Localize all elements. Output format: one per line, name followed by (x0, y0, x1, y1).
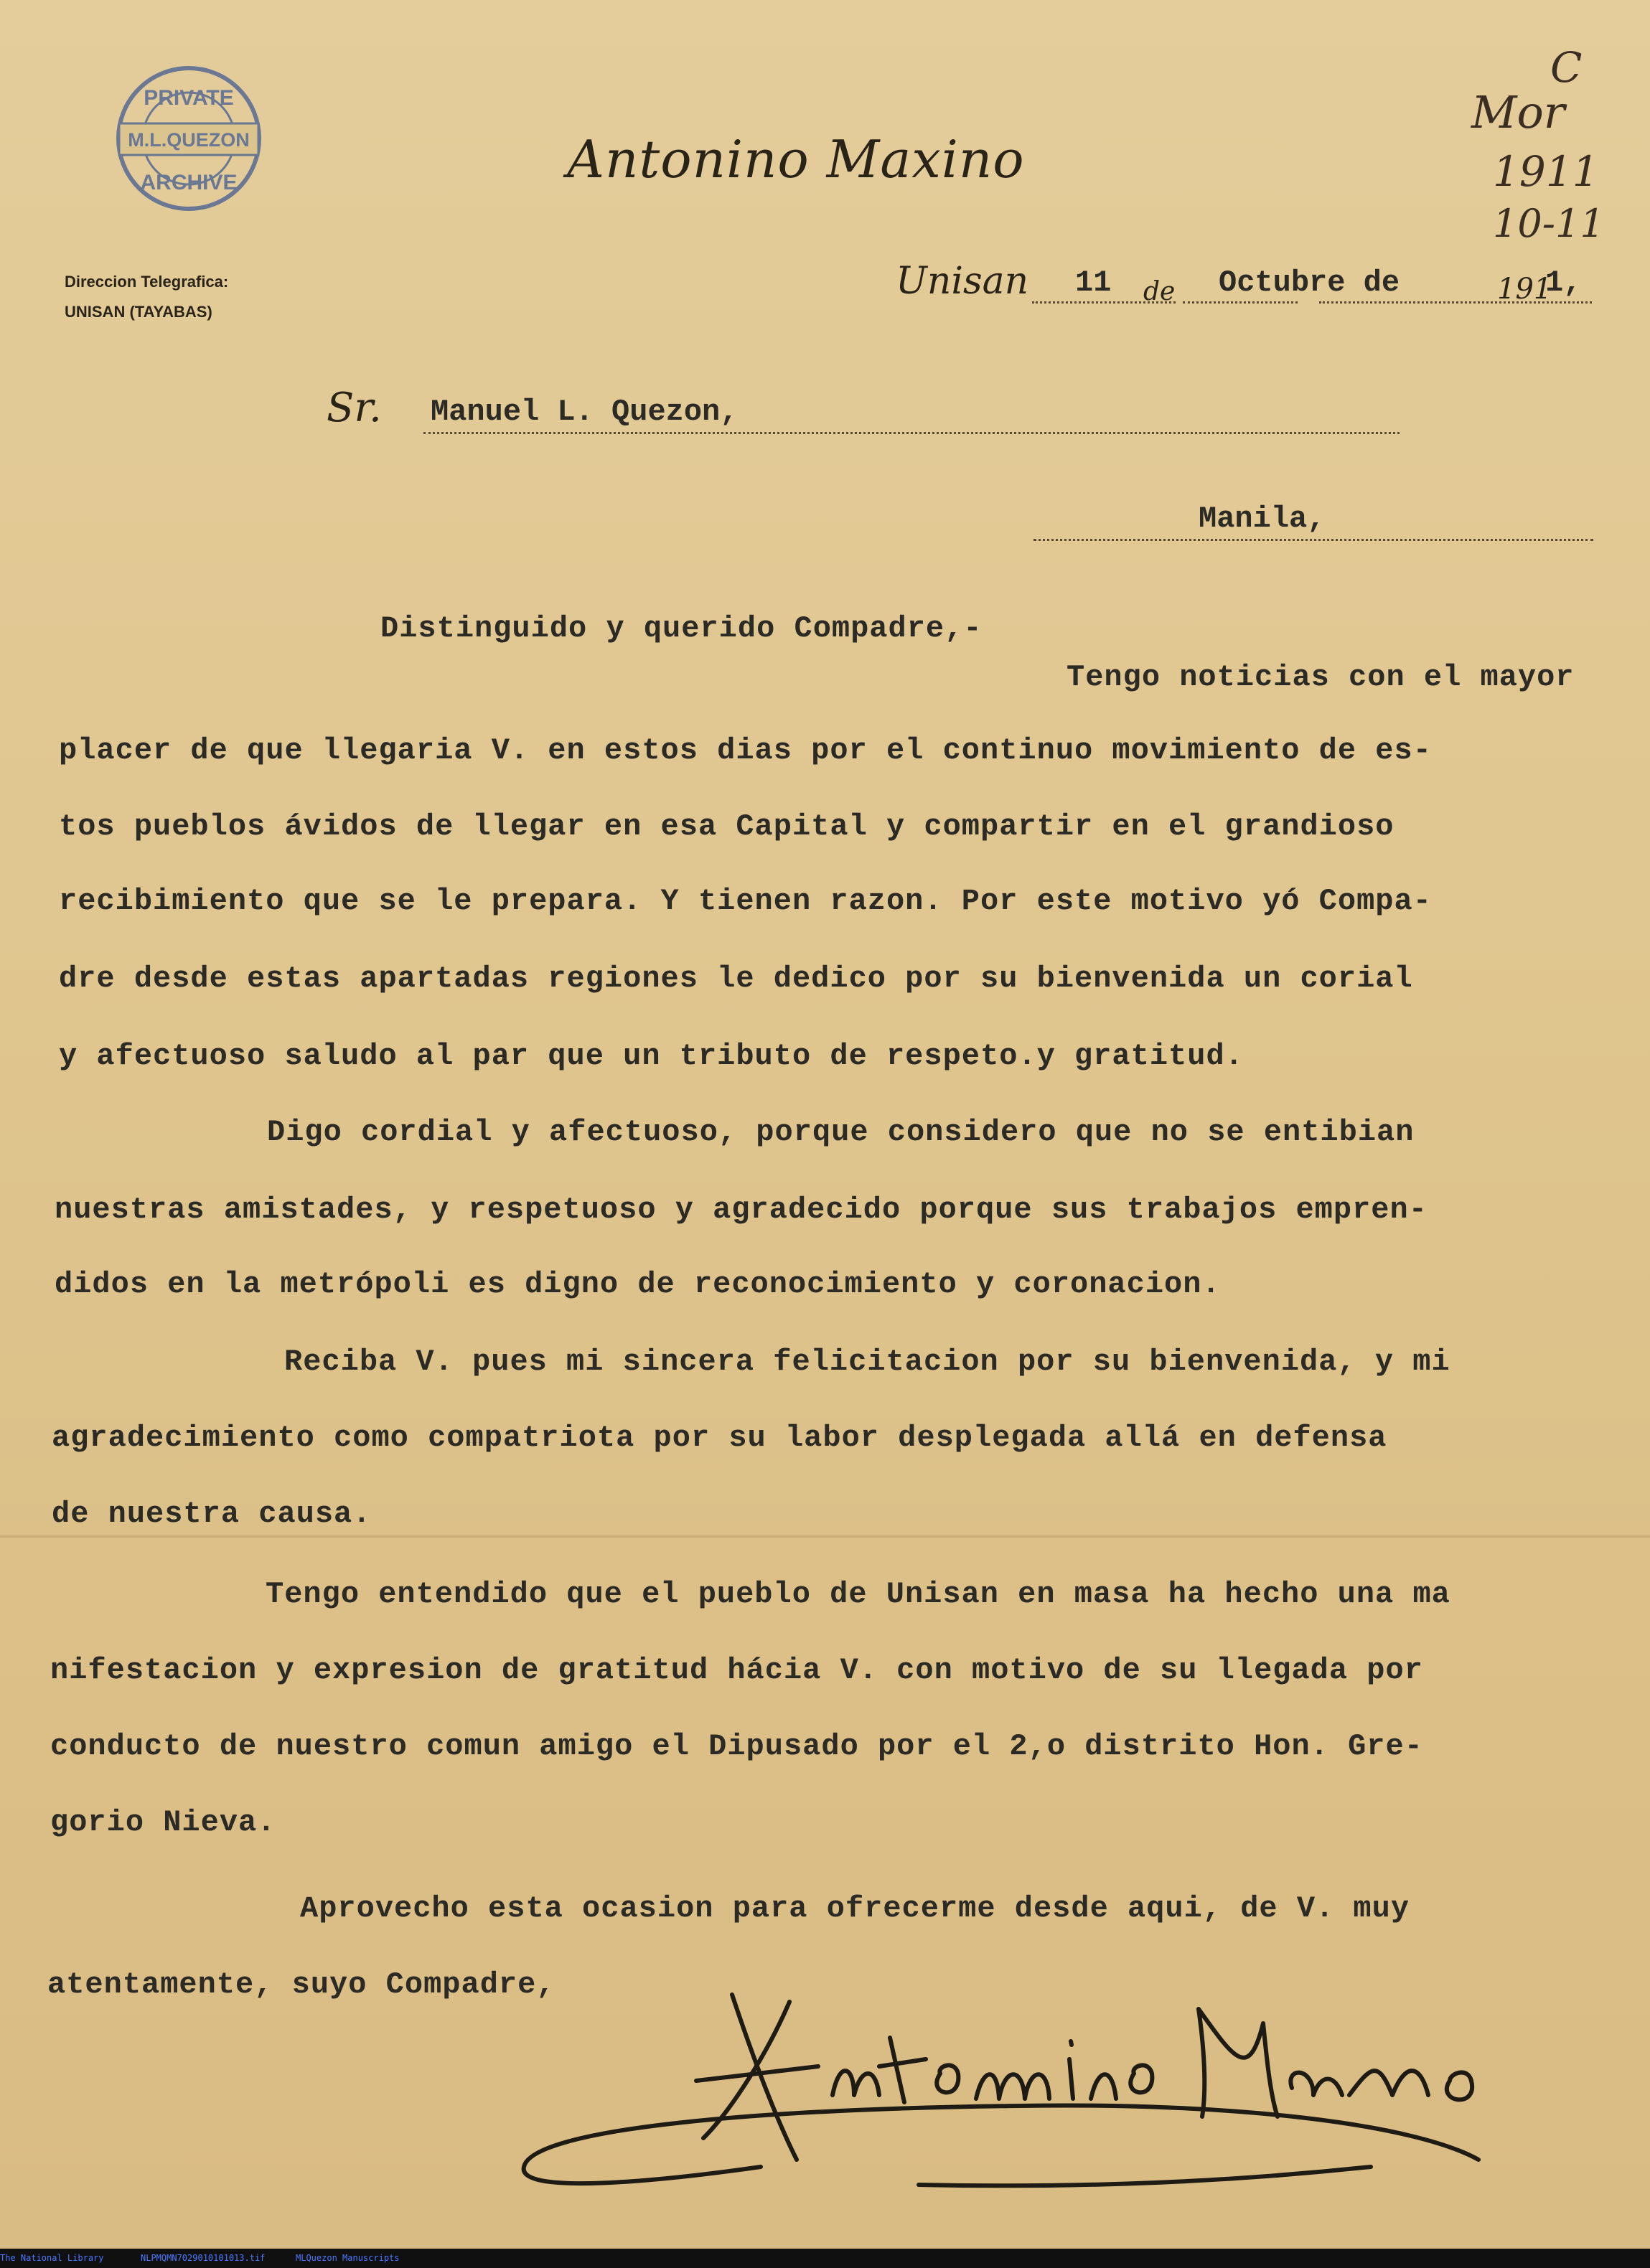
letterhead-name: Antonino Maxino (567, 129, 1025, 189)
archive-note-line1: C (1550, 43, 1583, 92)
footer-library: The National Library (0, 2253, 104, 2263)
dateline-month: Octubre de (1219, 265, 1400, 300)
body-line: Reciba V. pues mi sincera felicitacion por su bienvenida, y mi (284, 1345, 1450, 1379)
dateline-year-prefix: 191 (1497, 273, 1552, 306)
archive-note-line3: 1911 (1493, 147, 1599, 196)
addressee-title: Sr. (327, 385, 382, 431)
body-line: gorio Nieva. (50, 1805, 276, 1840)
salutation: Distinguido y querido Compadre,- (380, 611, 983, 646)
dateline-day: 11 (1075, 265, 1112, 300)
addressee-name: Manuel L. Quezon, (431, 395, 739, 429)
scan-footer (0, 2249, 1650, 2268)
telegraph-address (65, 267, 228, 327)
archive-stamp (113, 63, 264, 214)
body-line: de nuestra causa. (52, 1497, 372, 1531)
body-line: Digo cordial y afectuoso, porque considero que no se entibian (267, 1115, 1415, 1149)
body-line: agradecimiento como compatriota por su labor desplegada allá en defensa (52, 1421, 1387, 1455)
handwritten-signature (517, 1952, 1522, 2210)
body-line: tos pueblos ávidos de llegar en esa Capital y compartir en el grandioso (59, 809, 1394, 844)
body-line: conducto de nuestro comun amigo el Dipusado por el 2,o distrito Hon. Gre- (50, 1729, 1423, 1764)
archive-handwritten-note (1464, 43, 1636, 258)
archive-note-line2: Mor (1471, 86, 1565, 138)
body-line: recibimiento que se le prepara. Y tienen razon. Por este motivo yó Compa- (59, 884, 1432, 918)
body-line: Aprovecho esta ocasion para ofrecerme desde aqui, de V. muy (300, 1891, 1410, 1926)
telegraph-label: Direccion Telegrafica: (65, 273, 229, 291)
body-line: Tengo entendido que el pueblo de Unisan en masa ha hecho una ma (266, 1577, 1450, 1611)
archive-note-line4: 10-11 (1493, 201, 1605, 246)
body-line: y afectuoso saludo al par que un tributo de respeto.y gratitud. (59, 1039, 1244, 1073)
dateline-year-suffix: 1, (1545, 265, 1582, 300)
dateline-place: Unisan (896, 260, 1029, 303)
body-line: nuestras amistades, y respetuoso y agradecido porque sus trabajos empren- (55, 1192, 1428, 1227)
body-line: nifestacion y expresion de gratitud hácia V. con motivo de su llegada por (50, 1653, 1423, 1688)
body-line: placer de que llegaria V. en estos dias por el continuo movimiento de es- (59, 733, 1432, 768)
stamp-bottom-text: ARCHIVE (140, 171, 238, 194)
footer-collection: MLQuezon Manuscripts (296, 2253, 400, 2263)
body-line: didos en la metrópoli es digno de reconocimiento y coronacion. (55, 1267, 1221, 1302)
dateline (896, 260, 1621, 310)
addressee (327, 385, 1403, 442)
body-line: Tengo noticias con el mayor (1067, 660, 1575, 695)
telegraph-value: UNISAN (TAYABAS) (65, 303, 212, 321)
stamp-top-text: PRIVATE (144, 86, 234, 110)
dateline-de: de (1143, 277, 1176, 306)
stamp-middle-text: M.L.QUEZON (128, 129, 250, 151)
city-name: Manila, (1199, 502, 1326, 536)
body-line: dre desde estas apartadas regiones le dedico por su bienvenida un corial (59, 961, 1413, 996)
footer-file: NLPMQMN7029010101013.tif (141, 2253, 266, 2263)
body-line: atentamente, suyo Compadre, (47, 1967, 556, 2002)
city-line (1033, 499, 1593, 549)
